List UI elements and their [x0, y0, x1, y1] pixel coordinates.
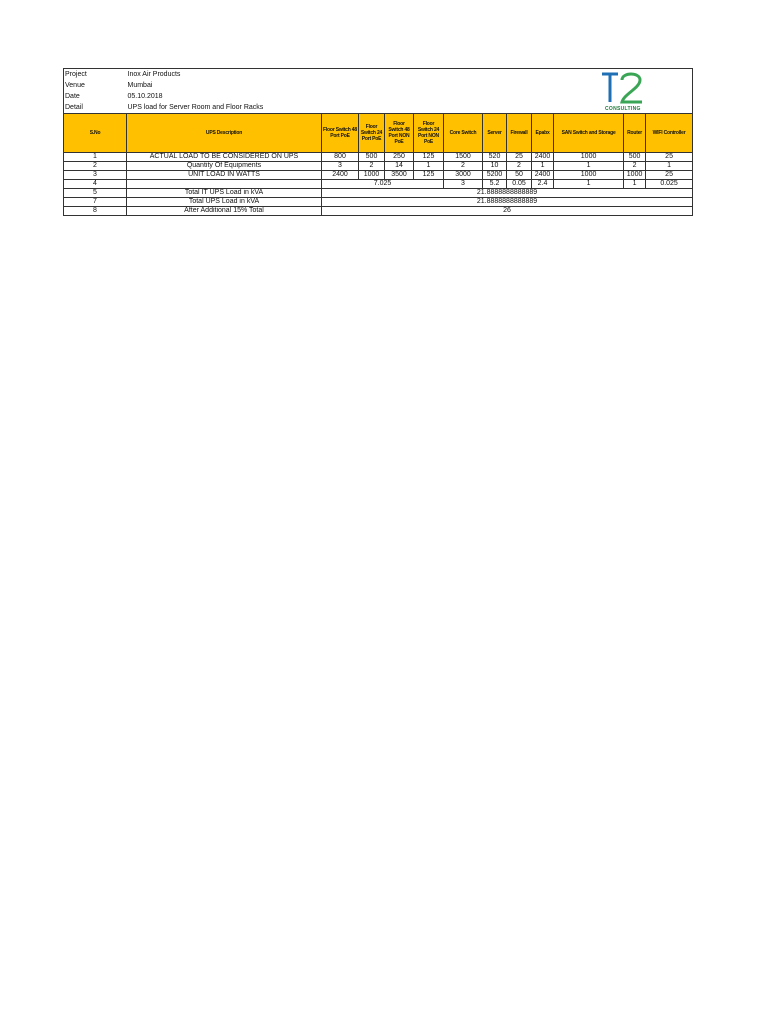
cell: 2 [624, 162, 646, 171]
table-header-row [64, 114, 693, 153]
date-label: Date [64, 91, 127, 102]
logo-text: CONSULTING [604, 106, 641, 112]
header-col: Floor Switch 48 Port PoE [322, 114, 359, 153]
header-col: WIFI Controller [646, 114, 693, 153]
header-col: Firewall [507, 114, 532, 153]
cell: 50 [507, 171, 532, 180]
header-col: Server [483, 114, 507, 153]
cell: 1 [414, 162, 444, 171]
cell: 800 [322, 153, 359, 162]
project-value: Inox Air Products [127, 69, 554, 81]
cell: 500 [359, 153, 385, 162]
cell: 3 [444, 180, 483, 189]
table-row [64, 162, 693, 171]
logo-cell [554, 69, 693, 114]
cell: 500 [624, 153, 646, 162]
row-desc: Total UPS Load in kVA [127, 198, 322, 207]
header-sno: S.No [64, 114, 127, 153]
cell: 2400 [532, 171, 554, 180]
header-col: Floor Switch 24 Port PoE [359, 114, 385, 153]
total-cell: 26 [322, 207, 693, 216]
cell: 2 [507, 162, 532, 171]
cell: 250 [385, 153, 414, 162]
row-desc: Total IT UPS Load in kVA [127, 189, 322, 198]
t2-logo-icon [600, 70, 646, 106]
cell: 1 [554, 162, 624, 171]
cell: 1 [554, 180, 624, 189]
header-col: Core Switch [444, 114, 483, 153]
row-desc: After Additional 15% Total [127, 207, 322, 216]
t2-consulting-logo [554, 70, 693, 112]
detail-label: Detail [64, 102, 127, 114]
cell: 2.4 [532, 180, 554, 189]
row-desc: UNIT LOAD IN WATTS [127, 171, 322, 180]
ups-load-table [63, 68, 693, 216]
cell: 1 [532, 162, 554, 171]
cell: 3000 [444, 171, 483, 180]
row-desc [127, 180, 322, 189]
cell: 14 [385, 162, 414, 171]
header-col: SAN Switch and Storage [554, 114, 624, 153]
cell: 25 [646, 171, 693, 180]
cell: 5.2 [483, 180, 507, 189]
project-label: Project [64, 69, 127, 81]
table-row [64, 171, 693, 180]
row-sno: 2 [64, 162, 127, 171]
ups-load-sheet [63, 68, 692, 216]
cell: 520 [483, 153, 507, 162]
row-sno: 8 [64, 207, 127, 216]
venue-label: Venue [64, 80, 127, 91]
table-row [64, 180, 693, 189]
cell: 5200 [483, 171, 507, 180]
cell: 1000 [624, 171, 646, 180]
cell: 0.025 [646, 180, 693, 189]
cell: 1500 [444, 153, 483, 162]
date-value: 05.10.2018 [127, 92, 163, 100]
table-row [64, 198, 693, 207]
cell: 1000 [554, 171, 624, 180]
cell: 2 [444, 162, 483, 171]
header-desc: UPS Description [127, 114, 322, 153]
cell: 0.05 [507, 180, 532, 189]
cell: 1 [646, 162, 693, 171]
row-sno: 1 [64, 153, 127, 162]
cell: 2400 [322, 171, 359, 180]
cell: 125 [414, 171, 444, 180]
row-sno: 4 [64, 180, 127, 189]
cell: 25 [507, 153, 532, 162]
cell: 125 [414, 153, 444, 162]
meta-row-project [64, 69, 693, 81]
cell: 3500 [385, 171, 414, 180]
total-cell: 21.8888888888889 [322, 198, 693, 207]
row-sno: 5 [64, 189, 127, 198]
total-cell: 21.8888888888889 [322, 189, 693, 198]
row-desc: ACTUAL LOAD TO BE CONSIDERED ON UPS [127, 153, 322, 162]
header-col: Floor Switch 48 Port NON PoE [385, 114, 414, 153]
header-col: Floor Switch 24 Port NON PoE [414, 114, 444, 153]
cell: 1 [624, 180, 646, 189]
cell: 10 [483, 162, 507, 171]
table-row [64, 189, 693, 198]
detail-value: UPS load for Server Room and Floor Racks [127, 103, 264, 111]
cell: 2400 [532, 153, 554, 162]
cell: 2 [359, 162, 385, 171]
header-col: Router [624, 114, 646, 153]
table-row [64, 207, 693, 216]
header-col: Epabx [532, 114, 554, 153]
merged-cell: 7.025 [322, 180, 444, 189]
row-sno: 3 [64, 171, 127, 180]
cell: 1000 [554, 153, 624, 162]
table-row [64, 153, 693, 162]
row-sno: 7 [64, 198, 127, 207]
cell: 3 [322, 162, 359, 171]
cell: 25 [646, 153, 693, 162]
venue-value: Mumbai [127, 81, 153, 89]
cell: 1000 [359, 171, 385, 180]
row-desc: Quantity Of Equipments [127, 162, 322, 171]
